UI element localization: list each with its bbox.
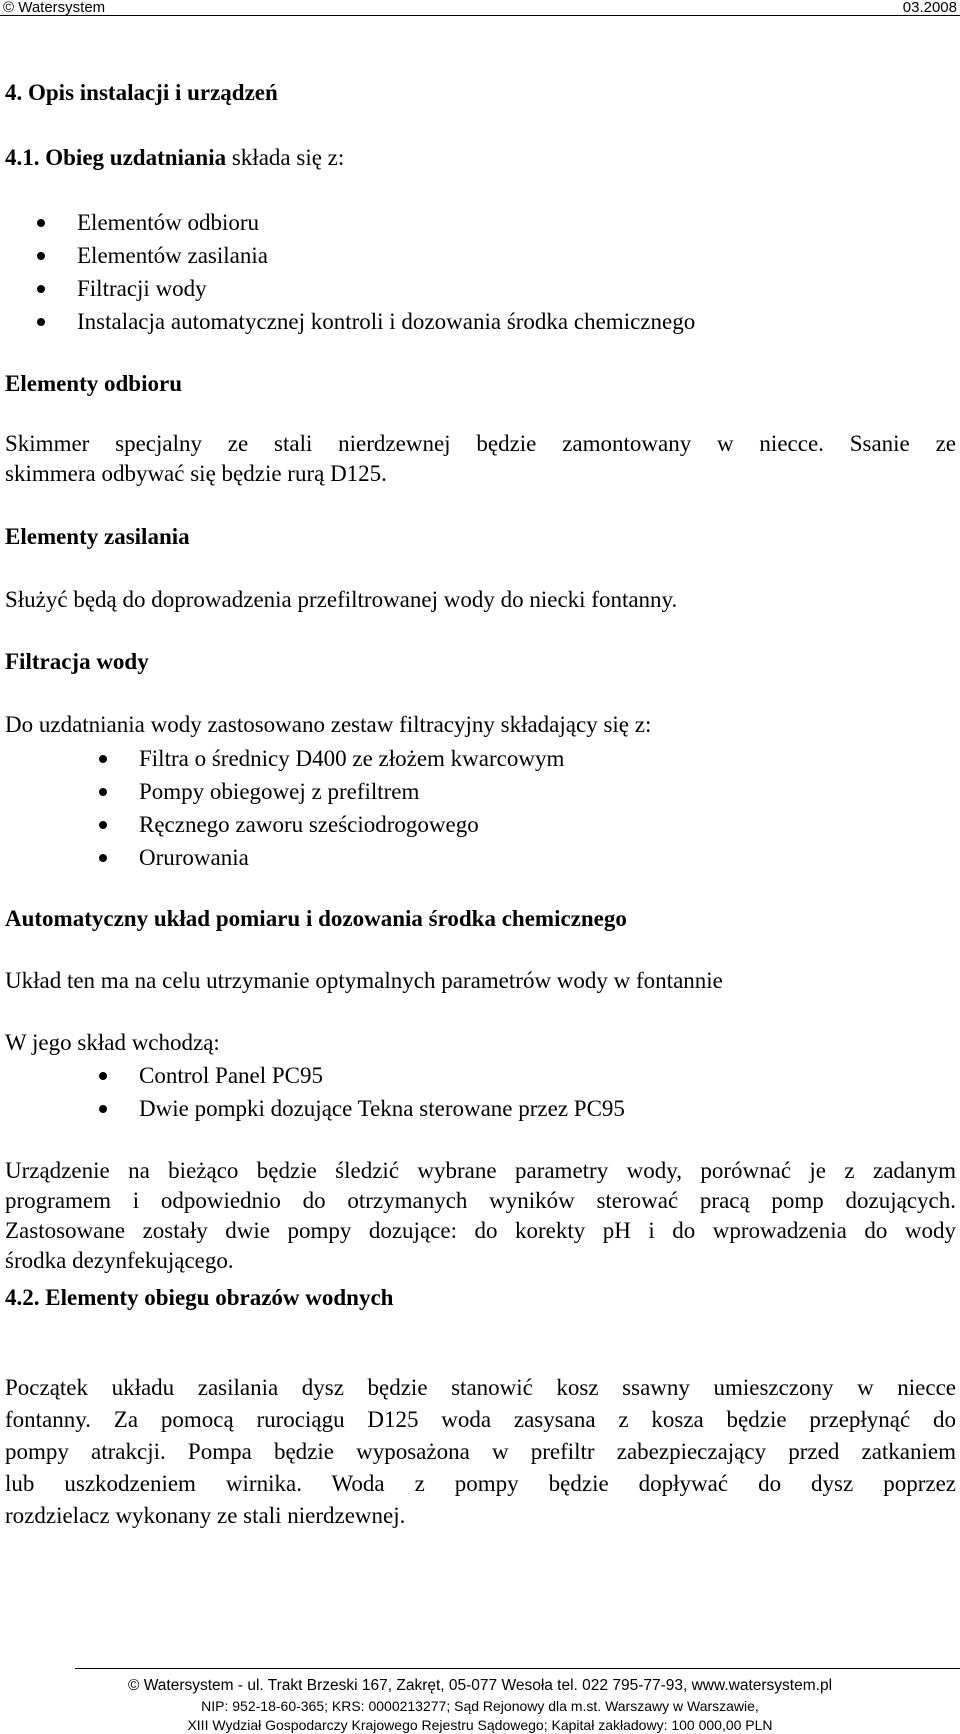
- subsection-4-2-title: 4.2. Elementy obiegu obrazów wodnych: [5, 1285, 394, 1310]
- list-item: Dwie pompki dozujące Tekna sterowane przez PC95: [139, 1097, 625, 1130]
- filtracja-heading: Filtracja wody: [5, 649, 149, 674]
- list-item: Pompy obiegowej z prefiltrem: [139, 780, 564, 813]
- subsection-4-2-line: Początek układu zasilania dysz będzie stanowić kosz ssawny umieszczony w niecce: [5, 1375, 956, 1400]
- subsection-4-2-line: lub uszkodzeniem wirnika. Woda z pompy będzie dopływać do dysz poprzez: [5, 1471, 956, 1496]
- automat-heading: Automatyczny układ pomiaru i dozowania środka chemicznego: [5, 906, 627, 931]
- automat-paragraph-line: Urządzenie na bieżąco będzie śledzić wybrane parametry wody, porównać je z zadanym: [5, 1158, 956, 1183]
- subsection-4-2-line: rozdzielacz wykonany ze stali nierdzewnej.: [5, 1503, 406, 1528]
- list-item: Filtra o średnicy D400 ze złożem kwarcowym: [139, 747, 564, 780]
- automation-list: [139, 1064, 625, 1130]
- list-item: Elementów zasilania: [77, 244, 695, 277]
- footer-address: © Watersystem - ul. Trakt Brzeski 167, Zakręt, 05-077 Wesoła tel. 022 795-77-93, www.watersystem.pl: [127, 1677, 833, 1694]
- automat-paragraph-line: Zastosowane zostały dwie pompy dozujące: do korekty pH i do wprowadzenia do wody: [5, 1218, 956, 1243]
- zasilanie-heading: Elementy zasilania: [5, 524, 190, 549]
- subsection-4-2-line: pompy atrakcji. Pompa będzie wyposażona w prefiltr zabezpieczający przed zatkaniem: [5, 1439, 956, 1464]
- filtracja-intro: Do uzdatniania wody zastosowano zestaw filtracyjny składający się z:: [5, 712, 652, 737]
- subsection-4-1-label: 4.1. Obieg uzdatniania: [5, 145, 227, 170]
- filtration-list: [139, 747, 564, 879]
- subsection-4-2-line: fontanny. Za pomocą rurociągu D125 woda zasysana z kosza będzie przepłynąć do: [5, 1407, 956, 1432]
- circuit-elements-list: [77, 211, 695, 343]
- footer-court: XIII Wydział Gospodarczy Krajowego Rejestru Sądowego; Kapitał zakładowy: 100 000,00 PLN: [187, 1717, 773, 1733]
- odbior-text-line: Skimmer specjalny ze stali nierdzewnej będzie zamontowany w niecce. Ssanie ze: [5, 431, 956, 456]
- list-item: Instalacja automatycznej kontroli i dozowania środka chemicznego: [77, 310, 695, 343]
- odbior-heading: Elementy odbioru: [5, 371, 182, 396]
- odbior-text-line: skimmera odbywać się będzie rurą D125.: [5, 461, 387, 486]
- zasilanie-text: Służyć będą do doprowadzenia przefiltrowanej wody do niecki fontanny.: [5, 587, 678, 612]
- automat-paragraph-line: programem i odpowiednio do otrzymanych wyników sterować pracą pomp dozujących.: [5, 1188, 956, 1213]
- list-item: Ręcznego zaworu sześciodrogowego: [139, 813, 564, 846]
- page-header: [0, 0, 960, 16]
- header-left-text: © Watersystem: [3, 0, 106, 16]
- automat-text: Układ ten ma na celu utrzymanie optymalnych parametrów wody w fontannie: [5, 968, 723, 993]
- header-date: 03.2008: [902, 0, 957, 16]
- automat-paragraph-line: środka dezynfekującego.: [5, 1248, 234, 1273]
- section-title: 4. Opis instalacji i urządzeń: [5, 80, 278, 105]
- footer-registration: NIP: 952-18-60-365; KRS: 0000213277; Sąd Rejonowy dla m.st. Warszawy w Warszawie,: [201, 1698, 759, 1714]
- list-item: Orurowania: [139, 846, 564, 879]
- list-item: Control Panel PC95: [139, 1064, 625, 1097]
- footer-rule: [75, 1668, 960, 1669]
- header-rule: [0, 15, 960, 16]
- subsection-4-1-title: [5, 146, 344, 169]
- subsection-4-1-rest: składa się z:: [226, 145, 345, 170]
- list-item: Elementów odbioru: [77, 211, 695, 244]
- list-item: Filtracji wody: [77, 277, 695, 310]
- automat-intro: W jego skład wchodzą:: [5, 1030, 220, 1055]
